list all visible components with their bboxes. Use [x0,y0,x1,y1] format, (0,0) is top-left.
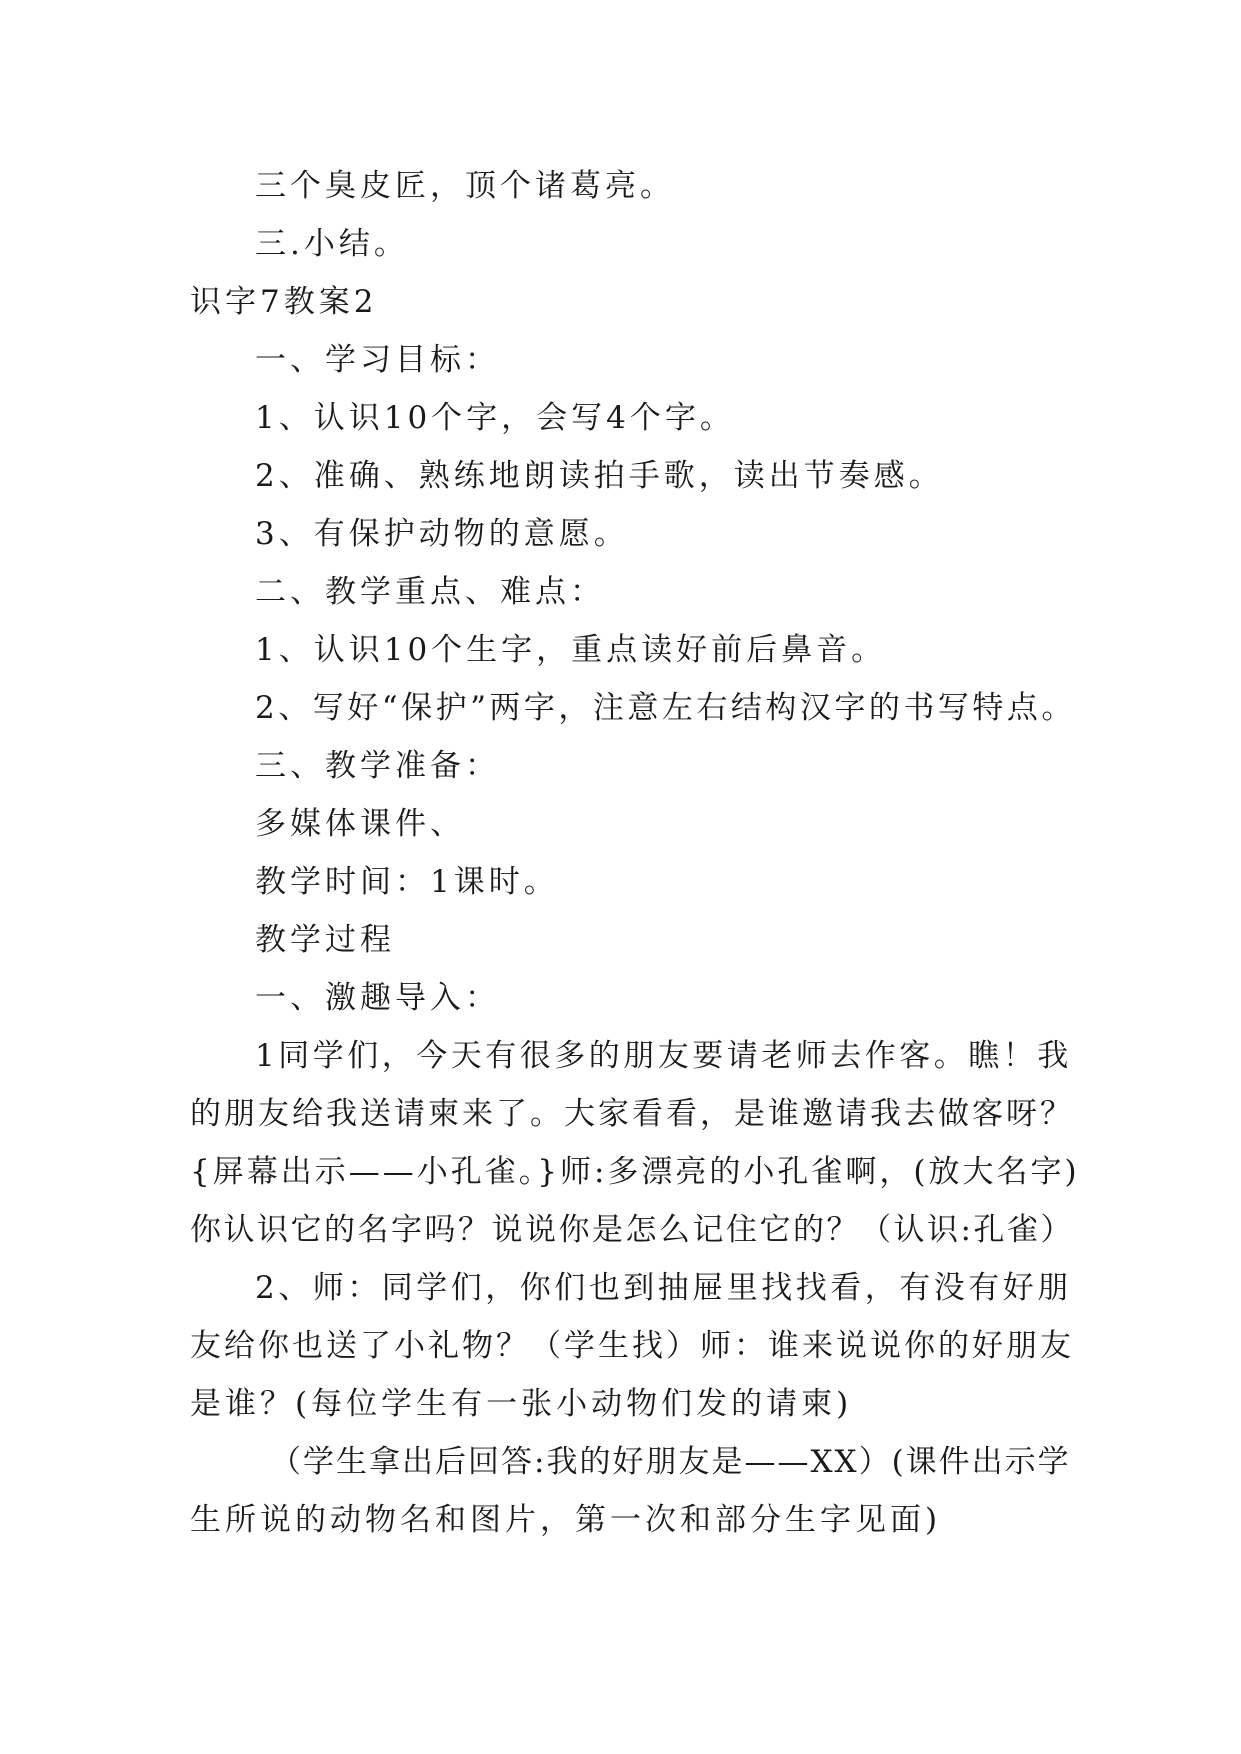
list-item: 2、准确、熟练地朗读拍手歌，读出节奏感。 [255,458,944,494]
paragraph-line: 1同学们，今天有很多的朋友要请老师去作客。瞧！我 [255,1038,1072,1074]
section-heading: 一、激趣导入： [255,980,500,1016]
list-item: 1、认识10个生字，重点读好前后鼻音。 [255,632,887,668]
paragraph-line: 生所说的动物名和图片，第一次和部分生字见面) [190,1502,942,1538]
section-heading: 三.小结。 [255,226,409,262]
paragraph-line: 2、师：同学们，你们也到抽屉里找找看，有没有好朋 [255,1270,1072,1306]
list-item: 2、写好“保护”两字，注意左右结构汉字的书写特点。 [255,690,1076,726]
section-heading: 三、教学准备： [255,748,500,784]
section-heading: 教学过程 [255,922,395,958]
list-item: 1、认识10个字，会写4个字。 [255,400,735,436]
paragraph-line: 你认识它的名字吗？说说你是怎么记住它的？（认识:孔雀） [190,1212,1074,1248]
section-heading: 二、教学重点、难点： [255,574,605,610]
paragraph-line: 友给你也送了小礼物？（学生找）师：谁来说说你的好朋友 [190,1328,1074,1364]
list-item: 3、有保护动物的意愿。 [255,516,629,552]
text-line: 三个臭皮匠，顶个诸葛亮。 [255,168,675,204]
paragraph-line: 是谁？(每位学生有一张小动物们发的请柬) [190,1386,853,1422]
document-title: 识字7教案2 [190,284,378,320]
paragraph-line: {屏幕出示——小孔雀。}师:多漂亮的小孔雀啊，(放大名字) [190,1154,1080,1190]
paragraph-line: 的朋友给我送请柬来了。大家看看，是谁邀请我去做客呀？ [190,1096,1074,1132]
section-heading: 一、学习目标： [255,342,500,378]
text-line: 多媒体课件、 [255,806,465,842]
text-line: 教学时间：1课时。 [255,864,559,900]
paragraph-line: （学生拿出后回答:我的好朋友是——XX）(课件出示学 [270,1444,1071,1480]
